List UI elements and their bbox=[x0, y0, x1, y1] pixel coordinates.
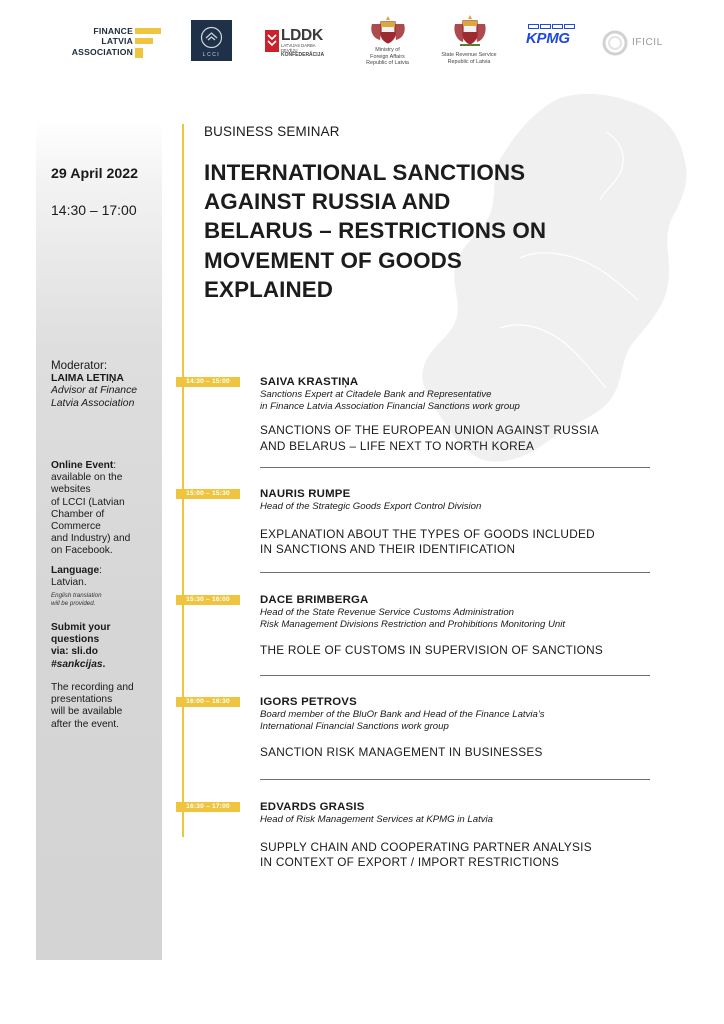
mfa-logo-text: Foreign Affairs bbox=[370, 53, 405, 60]
language-value: Latvian. bbox=[51, 577, 87, 589]
speaker-name: IGORS PETROVS bbox=[260, 696, 357, 708]
finance-latvia-mark-icon bbox=[135, 28, 161, 58]
agenda-session bbox=[260, 695, 660, 761]
title-line: AGAINST RUSSIA AND bbox=[204, 189, 451, 215]
submit-questions-line: via: sli.do bbox=[51, 646, 98, 658]
logo-text-line: LATVIA bbox=[101, 36, 133, 47]
session-topic bbox=[260, 840, 640, 870]
lcci-logo bbox=[191, 20, 232, 61]
speaker-role-line: International Financial Sanctions work group bbox=[260, 721, 449, 733]
event-info-sidebar bbox=[36, 120, 162, 960]
session-time-badge: 16:00 – 16:30 bbox=[176, 697, 240, 707]
title-line: EXPLAINED bbox=[204, 276, 334, 302]
topic-line: IN SANCTIONS AND THEIR IDENTIFICATION bbox=[260, 542, 516, 557]
topic-line: EXPLANATION ABOUT THE TYPES OF GOODS INCLUDED bbox=[260, 527, 595, 542]
lddk-logo bbox=[265, 27, 330, 58]
topic-line: SUPPLY CHAIN AND COOPERATING PARTNER ANALYSIS bbox=[260, 840, 592, 855]
session-time-badge: 14:30 – 15:00 bbox=[176, 377, 240, 387]
mfa-logo-text: Republic of Latvia bbox=[366, 60, 409, 67]
speaker-name: DACE BRIMBERGA bbox=[260, 594, 369, 606]
speaker-role-line: Head of the State Revenue Service Customs Administration bbox=[260, 607, 515, 618]
latvia-coat-of-arms-icon bbox=[368, 14, 408, 46]
speaker-role-line: Board member of the BluOr Bank and Head of the Finance Latvia’s bbox=[260, 709, 545, 720]
moderator-label: Moderator: bbox=[51, 359, 108, 372]
topic-line: SANCTIONS OF THE EUROPEAN UNION AGAINST RUSSIA bbox=[260, 423, 599, 438]
recording-info-line: The recording and bbox=[51, 682, 134, 693]
lddk-logo-name: LDDK bbox=[281, 27, 323, 44]
lddk-logo-subtitle: LATVIJAS DARBA DEVĒJU bbox=[281, 43, 316, 53]
recording-info-line: will be available bbox=[51, 706, 123, 718]
agenda-session bbox=[260, 375, 660, 454]
agenda-session bbox=[260, 800, 660, 871]
session-topic bbox=[260, 643, 640, 658]
session-divider bbox=[260, 675, 650, 676]
submit-questions-info: Submit your questions via: sli.do #sankcijas. bbox=[51, 622, 161, 671]
recording-info bbox=[51, 682, 161, 731]
lcci-logo-text: LCCI bbox=[202, 52, 221, 58]
title-line: INTERNATIONAL SANCTIONS bbox=[204, 160, 526, 185]
online-event-info: Online Event: available on the websites of LCCI (Latvian Chamber of Commerce and Industry) and on Facebook. bbox=[51, 460, 161, 558]
online-event-text: and Industry) and bbox=[51, 533, 131, 545]
topic-line: IN CONTEXT OF EXPORT / IMPORT RESTRICTIONS bbox=[260, 855, 560, 870]
timeline-divider bbox=[182, 124, 184, 837]
session-divider bbox=[260, 467, 650, 468]
submit-questions-line: questions bbox=[51, 634, 100, 646]
speaker-name: EDVARDS GRASIS bbox=[260, 801, 365, 813]
session-time-badge: 15:30 – 16:00 bbox=[176, 595, 240, 605]
online-event-label: Online Event bbox=[51, 460, 114, 471]
language-info: Language: Latvian. bbox=[51, 565, 161, 589]
online-event-text: of LCCI (Latvian bbox=[51, 496, 125, 508]
speaker-name: SAIVA KRASTIŅA bbox=[260, 376, 359, 388]
moderator-role-line: Latvia Association bbox=[51, 397, 135, 409]
online-event-text: Chamber of bbox=[51, 508, 105, 520]
finance-latvia-association-logo bbox=[58, 26, 163, 62]
logo-text-line: FINANCE bbox=[93, 26, 133, 36]
latvia-coat-of-arms-icon bbox=[452, 14, 488, 48]
session-divider bbox=[260, 572, 650, 573]
kpmg-logo bbox=[526, 30, 578, 50]
ministry-foreign-affairs-logo bbox=[360, 14, 415, 74]
ificil-logo bbox=[601, 29, 663, 55]
srs-logo-text: State Revenue Service bbox=[441, 52, 497, 58]
translation-note bbox=[51, 592, 161, 608]
topic-line: SANCTION RISK MANAGEMENT IN BUSINESSES bbox=[260, 745, 543, 760]
speaker-role-line: Head of Risk Management Services at KPMG in Latvia bbox=[260, 814, 494, 825]
language-label: Language bbox=[51, 565, 100, 576]
mfa-logo-text: Ministry of bbox=[375, 47, 400, 53]
title-line: BELARUS – RESTRICTIONS ON bbox=[204, 218, 547, 244]
speaker-name: NAURIS RUMPE bbox=[260, 488, 351, 500]
online-event-text: available on the bbox=[51, 472, 123, 484]
seminar-title bbox=[204, 158, 624, 304]
kpmg-boxes-icon bbox=[528, 24, 575, 30]
title-line: MOVEMENT OF GOODS bbox=[204, 247, 462, 273]
srs-logo-text: Republic of Latvia bbox=[447, 58, 491, 65]
translation-note-line: will be provided. bbox=[51, 600, 96, 607]
speaker-role-line: Risk Management Divisions Restriction and Prohibitions Monitoring Unit bbox=[260, 619, 565, 631]
session-topic bbox=[260, 745, 640, 760]
session-time-badge: 16:30 – 17:00 bbox=[176, 802, 240, 812]
moderator-name: LAIMA LETIŅA bbox=[51, 372, 124, 384]
speaker-role-line: Head of the Strategic Goods Export Control Division bbox=[260, 501, 482, 512]
lddk-logo-subtitle: KONFEDERĀCIJA bbox=[281, 52, 325, 58]
submit-questions-line: Submit your bbox=[51, 622, 111, 633]
session-divider bbox=[260, 779, 650, 780]
hashtag: #sankcijas bbox=[51, 658, 103, 670]
state-revenue-service-logo bbox=[438, 14, 500, 68]
online-event-text: on Facebook. bbox=[51, 545, 113, 557]
session-time-badge: 15:00 – 15:30 bbox=[176, 489, 240, 499]
recording-info-line: after the event. bbox=[51, 718, 119, 730]
kpmg-logo-text: KPMG bbox=[526, 30, 570, 47]
seminar-kicker: BUSINESS SEMINAR bbox=[204, 124, 340, 139]
lcci-emblem-icon bbox=[199, 25, 224, 50]
event-time: 14:30 – 17:00 bbox=[51, 202, 137, 218]
moderator-block bbox=[51, 360, 161, 410]
agenda-session bbox=[260, 593, 660, 659]
moderator-role-line: Advisor at Finance bbox=[51, 385, 138, 397]
session-topic bbox=[260, 527, 640, 557]
ificil-ring-icon bbox=[601, 29, 629, 57]
speaker-role-line: in Finance Latvia Association Financial Sanctions work group bbox=[260, 401, 520, 413]
topic-line: AND BELARUS – LIFE NEXT TO NORTH KOREA bbox=[260, 438, 535, 453]
online-event-text: Commerce bbox=[51, 521, 101, 533]
lddk-mark-icon bbox=[265, 30, 279, 52]
ificil-logo-text: IFICIL bbox=[632, 37, 663, 48]
recording-info-line: presentations bbox=[51, 694, 113, 706]
translation-note-line: English translation bbox=[51, 592, 102, 599]
sponsor-logos bbox=[0, 0, 724, 100]
agenda-session bbox=[260, 487, 660, 558]
online-event-text: websites bbox=[51, 484, 91, 496]
topic-line: THE ROLE OF CUSTOMS IN SUPERVISION OF SANCTIONS bbox=[260, 643, 603, 658]
logo-text-line: ASSOCIATION bbox=[71, 46, 133, 57]
speaker-role-line: Sanctions Expert at Citadele Bank and Representative bbox=[260, 389, 492, 400]
session-topic bbox=[260, 423, 640, 453]
event-date: 29 April 2022 bbox=[51, 166, 139, 182]
